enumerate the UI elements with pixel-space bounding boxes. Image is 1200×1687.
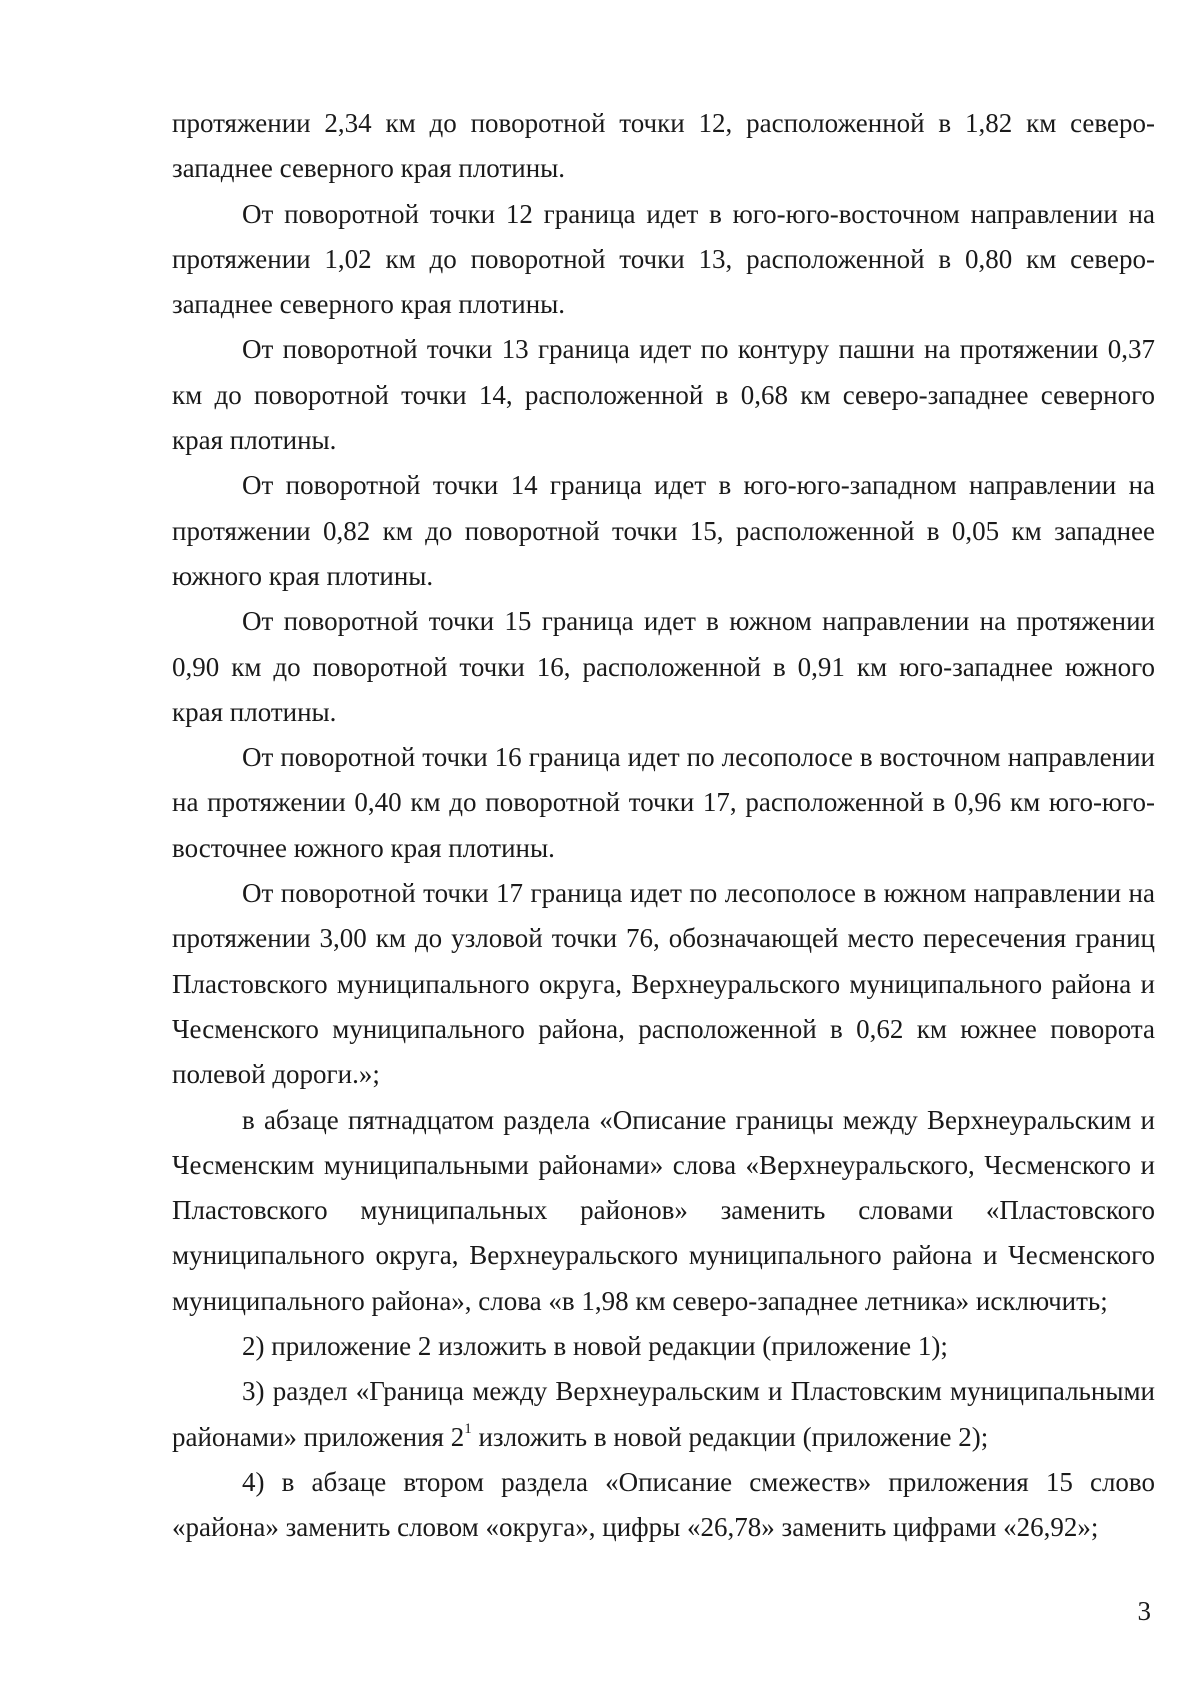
item-3-superscript: 1	[464, 1420, 472, 1437]
item-3-text: 3) раздел «Граница между Верхнеуральским и Пластовским муниципальными районами» приложения 2	[172, 1376, 1155, 1452]
paragraph-item-4: 4) в абзаце втором раздела «Описание смежеств» приложения 15 слово «района» заменить словом «округа», цифры «26,78» заменить цифрами «26,92»;	[172, 1466, 1155, 1543]
paragraph-continuation: протяжении 2,34 км до поворотной точки 12, расположенной в 1,82 км северо-западнее северного края плотины.	[172, 108, 1155, 184]
page-number: 3	[1137, 1596, 1151, 1626]
paragraph-point-15: От поворотной точки 15 граница идет в южном направлении на протяжении 0,90 км до поворотной точки 16, расположенной в 0,91 км юго-западнее южного края плотины.	[172, 606, 1155, 727]
paragraph-item-2: 2) приложение 2 изложить в новой редакции (приложение 1);	[242, 1331, 948, 1362]
paragraph-fifteenth-abzac: в абзаце пятнадцатом раздела «Описание границы между Верхнеуральским и Чесменским муниципальными районами» слова «Верхнеуральского, Чесменского и Пластовского муниципальных районов» заменить словами «Пластовского муниципального округа, Верхнеуральского муниципального района и Чесменского муниципального района», слова «в 1,98 км северо-западнее летника» исключить;	[172, 1104, 1155, 1316]
paragraph-point-14: От поворотной точки 14 граница идет в юго-юго-западном направлении на протяжении 0,82 км до поворотной точки 15, расположенной в 0,05 км западнее южного края плотины.	[172, 470, 1155, 591]
paragraph-item-3	[172, 1369, 1155, 1460]
paragraph-point-12: От поворотной точки 12 граница идет в юго-юго-восточном направлении на протяжении 1,02 км до поворотной точки 13, расположенной в 0,80 км северо-западнее северного края плотины.	[172, 198, 1155, 320]
paragraph-point-17: От поворотной точки 17 граница идет по лесополосе в южном направлении на протяжении 3,00 км до узловой точки 76, обозначающей место пересечения границ Пластовского муниципального округа, Верхнеуральского муниципального района и Чесменского муниципального района, расположенной в 0,62 км южнее поворота полевой дороги.»;	[172, 878, 1155, 1090]
paragraph-point-13: От поворотной точки 13 граница идет по контуру пашни на протяжении 0,37 км до поворотной точки 14, расположенной в 0,68 км северо-западнее северного края плотины.	[172, 334, 1155, 456]
document-body	[172, 101, 1155, 1551]
paragraph-point-16: От поворотной точки 16 граница идет по лесополосе в восточном направлении на протяжении 0,40 км до поворотной точки 17, расположенной в 0,96 км юго-юго-восточнее южного края плотины.	[172, 742, 1155, 863]
item-3-text-end: изложить в новой редакции (приложение 2);	[471, 1421, 989, 1452]
